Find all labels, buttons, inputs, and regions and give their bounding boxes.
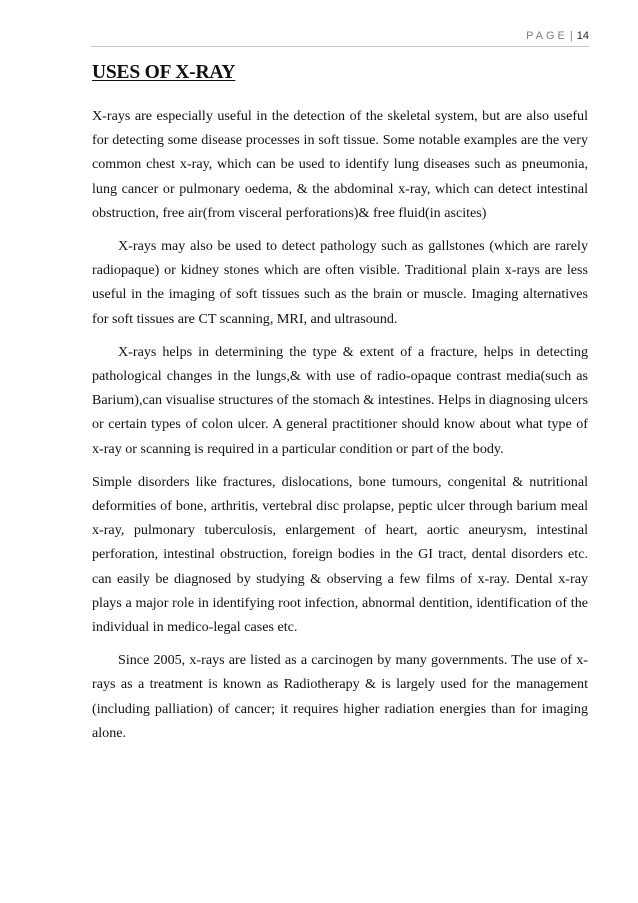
paragraph-radiotherapy: Since 2005, x-rays are listed as a carcinogen by many governments. The use of x-rays as a treatment is known as Radiotherapy & is largely used for the management (including palliation) of cancer; it requires higher radiation energies than for imaging alone.	[92, 652, 588, 741]
page-title: USES OF X-RAY	[92, 62, 236, 83]
header-rule	[91, 46, 589, 47]
header-separator: |	[569, 30, 573, 42]
page-number: 14	[576, 30, 589, 42]
paragraph-pathology: X-rays may also be used to detect pathology such as gallstones (which are rarely radiopaque) or kidney stones which are often visible. Traditional plain x-rays are less useful in the imaging of soft tissues such as the brain or muscle. Imaging alternatives for soft tissues are CT scanning, MRI, and ultrasound.	[92, 238, 588, 327]
document-body	[92, 104, 588, 745]
page-header	[526, 30, 589, 42]
paragraph-overview: X-rays are especially useful in the detection of the skeletal system, but are also useful for detecting some disease processes in soft tissue. Some notable examples are the very common chest x-ray, which can be used to identify lung diseases such as pneumonia, lung cancer or pulmonary oedema, & the abdominal x-ray, which can detect intestinal obstruction, free air(from visceral perforations)& free fluid(in ascites)	[92, 108, 588, 221]
paragraph-disorders: Simple disorders like fractures, dislocations, bone tumours, congenital & nutritional deformities of bone, arthritis, vertebral disc prolapse, peptic ulcer through barium meal x-ray, pulmonary tuberculosis, enlargement of heart, aortic aneurysm, intestinal perforation, intestinal obstruction, foreign bodies in the GI tract, dental disorders etc. can easily be diagnosed by studying & observing a few films of x-ray. Dental x-ray plays a major role in identifying root infection, abnormal dentition, identification of the individual in medico-legal cases etc.	[92, 473, 588, 636]
page-label: PAGE	[526, 30, 568, 42]
paragraph-fracture: X-rays helps in determining the type & extent of a fracture, helps in detecting pathological changes in the lungs,& with use of radio-opaque contrast media(such as Barium),can visualise structures of the stomach & intestines. Helps in diagnosing ulcers or certain types of colon ulcer. A general practitioner should know about what type of x-ray or scanning is required in a particular condition or part of the body.	[92, 343, 588, 457]
